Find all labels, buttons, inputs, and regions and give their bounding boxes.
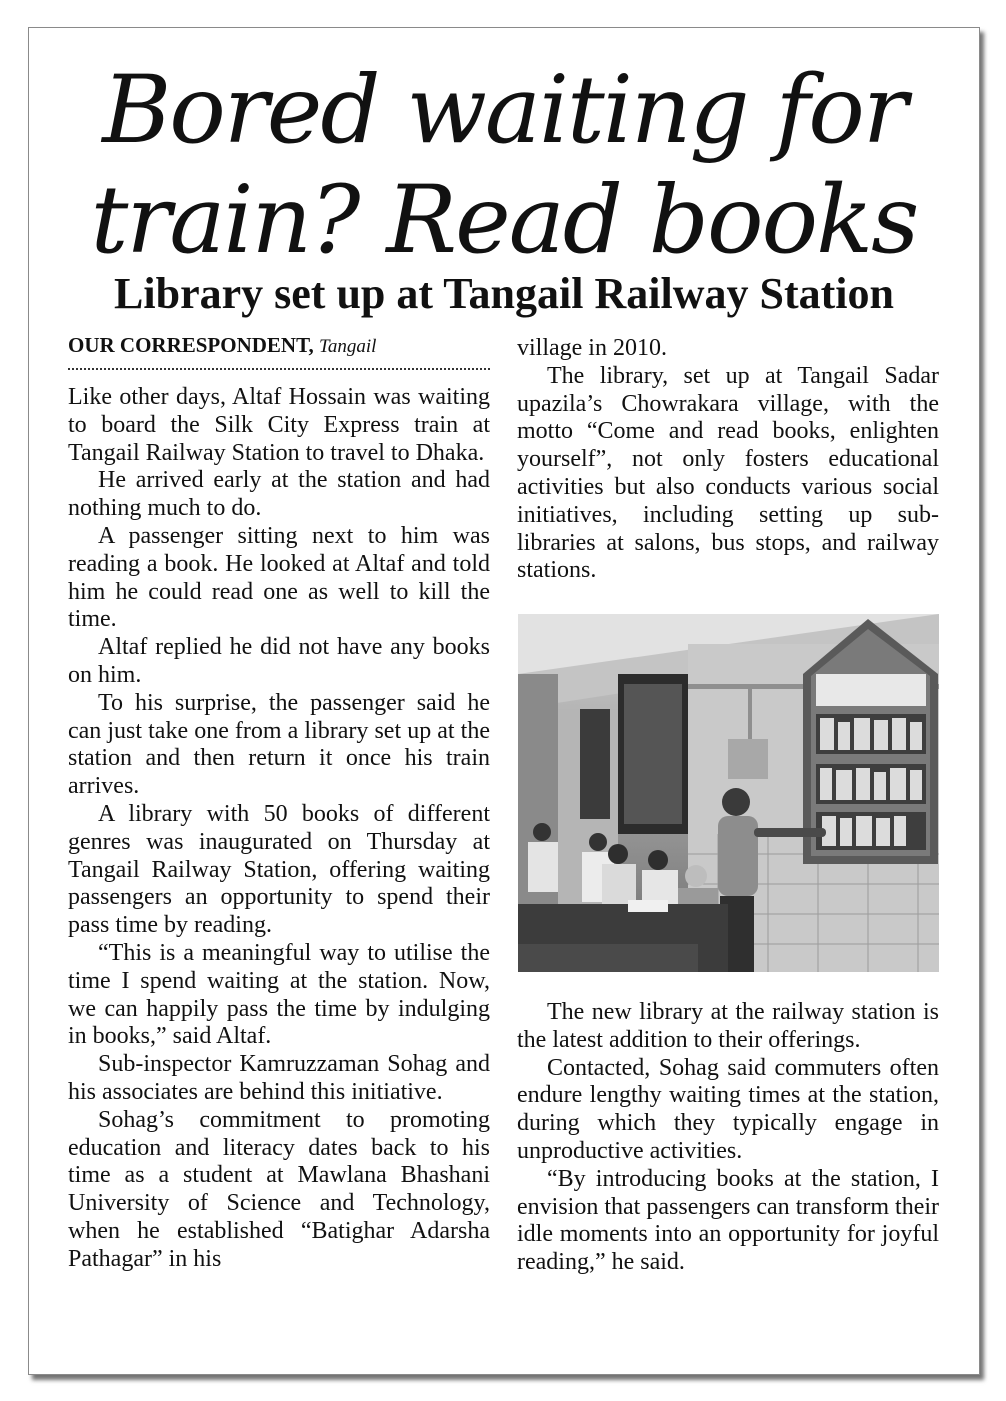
article-column-1 — [68, 384, 490, 1274]
paragraph: To his surprise, the passenger said he can just take one from a library set up at the station and then return it once his train arrives. — [68, 689, 490, 800]
paragraph: Like other days, Altaf Hossain was waiting to board the Silk City Express train at Tangail Railway Station to travel to Dhaka. — [68, 384, 490, 466]
subheadline: Library set up at Tangail Railway Station — [114, 269, 894, 318]
paragraph: He arrived early at the station and had nothing much to do. — [68, 467, 490, 522]
paragraph: The new library at the railway station is the latest addition to their offerings. — [517, 999, 939, 1053]
newspaper-clipping — [28, 27, 980, 1375]
paragraph: village in 2010. — [517, 335, 667, 361]
byline-divider — [68, 368, 490, 370]
byline-location: Tangail — [319, 336, 377, 357]
headline — [29, 56, 979, 276]
byline-author: OUR CORRESPONDENT, — [68, 333, 314, 357]
timetable-board-left — [580, 709, 610, 819]
paragraph: The library, set up at Tangail Sadar upazila’s Chowrakara village, with the motto “Come and read books, enlighten yourself”, not only fosters educational activities but also conducts various social initiatives, including setting up sub-libraries at salons, bus stops, and railway stations. — [517, 362, 939, 584]
station-library-photo — [518, 614, 939, 972]
shelf-sign — [816, 674, 926, 706]
paragraph: “This is a meaningful way to utilise the time I spend waiting at the station. Now, we can happily pass the time by indulging in books,” said Altaf. — [68, 939, 490, 1050]
paragraph: Sub-inspector Kamruzzaman Sohag and his associates are behind this initiative. — [68, 1051, 490, 1105]
paragraph: Sohag’s commitment to promoting education and literacy dates back to his time as a student at Mawlana Bhashani University of Science and Technology, when he established “Batighar Adarsha Pathagar” in his — [68, 1106, 490, 1272]
wall-notice — [728, 739, 768, 779]
paragraph: Altaf replied he did not have any books on him. — [68, 634, 490, 688]
headline-line-1: Bored waiting for — [102, 56, 906, 165]
photo-illustration — [518, 614, 939, 972]
article-column-3 — [517, 999, 939, 1277]
byline — [68, 331, 490, 361]
article-column-2 — [517, 335, 939, 585]
paragraph: “By introducing books at the station, I envision that passengers can transform their idle moments into an opportunity for joyful reading,” he said. — [517, 1165, 939, 1276]
paragraph: A library with 50 books of different genres was inaugurated on Thursday at Tangail Railway Station, offering waiting passengers an opportunity to spend their pass time by reading. — [68, 800, 490, 939]
paragraph: A passenger sitting next to him was reading a book. He looked at Altaf and told him he could read one as well to kill the time. — [68, 522, 490, 633]
headline-line-2: train? Read books — [90, 166, 918, 275]
paragraph: Contacted, Sohag said commuters often endure lengthy waiting times at the station, during which they typically engage in unproductive activities. — [517, 1054, 939, 1164]
